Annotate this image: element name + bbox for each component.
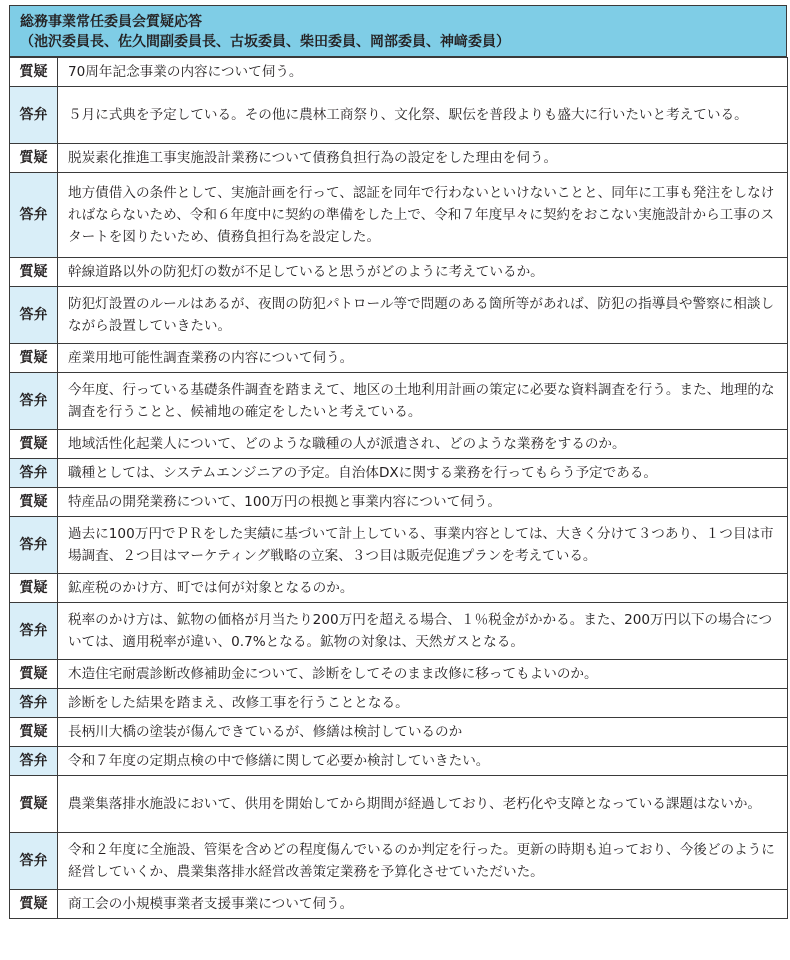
question-row — [10, 776, 788, 833]
question-label: 質疑 — [10, 890, 58, 919]
qa-document — [9, 5, 787, 919]
answer-label: 答弁 — [10, 173, 58, 258]
answer-row — [10, 517, 788, 574]
qa-table — [9, 57, 788, 919]
question-text: 長柄川大橋の塗装が傷んできているが、修繕は検討しているのか — [58, 718, 788, 747]
question-row — [10, 890, 788, 919]
committee-header — [9, 5, 787, 57]
answer-row — [10, 87, 788, 144]
question-label: 質疑 — [10, 144, 58, 173]
answer-label: 答弁 — [10, 833, 58, 890]
question-label: 質疑 — [10, 430, 58, 459]
question-text: 農業集落排水施設において、供用を開始してから期間が経過しており、老朽化や支障となっている課題はないか。 — [58, 776, 788, 833]
question-text: 70周年記念事業の内容について伺う。 — [58, 58, 788, 87]
answer-row — [10, 373, 788, 430]
answer-row — [10, 459, 788, 488]
question-row — [10, 144, 788, 173]
answer-label: 答弁 — [10, 373, 58, 430]
answer-text: 過去に100万円でＰＲをした実績に基づいて計上している、事業内容としては、大きく分けて３つあり、１つ目は市場調査、２つ目はマーケティング戦略の立案、３つ目は販売促進プランを考えている。 — [58, 517, 788, 574]
question-label: 質疑 — [10, 58, 58, 87]
answer-label: 答弁 — [10, 603, 58, 660]
answer-label: 答弁 — [10, 87, 58, 144]
answer-text: 令和２年度に全施設、管渠を含めどの程度傷んでいるのか判定を行った。更新の時期も迫っており、今後どのように経営していくか、農業集落排水経営改善策定業務を予算化させていただいた。 — [58, 833, 788, 890]
question-label: 質疑 — [10, 776, 58, 833]
answer-label: 答弁 — [10, 747, 58, 776]
question-text: 商工会の小規模事業者支援事業について伺う。 — [58, 890, 788, 919]
question-text: 鉱産税のかけ方、町では何が対象となるのか。 — [58, 574, 788, 603]
question-row — [10, 430, 788, 459]
answer-row — [10, 287, 788, 344]
answer-row — [10, 747, 788, 776]
question-text: 特産品の開発業務について、100万円の根拠と事業内容について伺う。 — [58, 488, 788, 517]
answer-label: 答弁 — [10, 517, 58, 574]
question-label: 質疑 — [10, 660, 58, 689]
answer-text: 地方債借入の条件として、実施計画を行って、認証を同年で行わないといけないことと、同年に工事も発注をしなければならないため、令和６年度中に契約の準備をした上で、令和７年度早々に契約をおこない実施設計から工事のスタートを図りたいため、債務負担行為を設定した。 — [58, 173, 788, 258]
answer-row — [10, 603, 788, 660]
answer-text: 防犯灯設置のルールはあるが、夜間の防犯パトロール等で問題のある箇所等があれば、防犯の指導員や警察に相談しながら設置していきたい。 — [58, 287, 788, 344]
question-row — [10, 488, 788, 517]
question-label: 質疑 — [10, 574, 58, 603]
question-text: 幹線道路以外の防犯灯の数が不足していると思うがどのように考えているか。 — [58, 258, 788, 287]
answer-text: 職種としては、システムエンジニアの予定。自治体DXに関する業務を行ってもらう予定である。 — [58, 459, 788, 488]
question-text: 産業用地可能性調査業務の内容について伺う。 — [58, 344, 788, 373]
answer-label: 答弁 — [10, 287, 58, 344]
question-row — [10, 258, 788, 287]
answer-text: ５月に式典を予定している。その他に農林工商祭り、文化祭、駅伝を普段よりも盛大に行いたいと考えている。 — [58, 87, 788, 144]
question-label: 質疑 — [10, 488, 58, 517]
question-row — [10, 344, 788, 373]
answer-label: 答弁 — [10, 689, 58, 718]
question-text: 脱炭素化推進工事実施設計業務について債務負担行為の設定をした理由を伺う。 — [58, 144, 788, 173]
answer-row — [10, 173, 788, 258]
answer-text: 診断をした結果を踏まえ、改修工事を行うこととなる。 — [58, 689, 788, 718]
question-row — [10, 660, 788, 689]
qa-table-body — [10, 58, 788, 919]
question-row — [10, 718, 788, 747]
question-label: 質疑 — [10, 718, 58, 747]
committee-members: （池沢委員長、佐久間副委員長、古坂委員、柴田委員、岡部委員、神﨑委員） — [20, 34, 510, 50]
question-row — [10, 574, 788, 603]
answer-label: 答弁 — [10, 459, 58, 488]
question-label: 質疑 — [10, 258, 58, 287]
answer-text: 令和７年度の定期点検の中で修繕に関して必要か検討していきたい。 — [58, 747, 788, 776]
committee-title: 総務事業常任委員会質疑応答 — [20, 14, 202, 30]
answer-text: 税率のかけ方は、鉱物の価格が月当たり200万円を超える場合、１％税金がかかる。また、200万円以下の場合については、適用税率が違い、0.7%となる。鉱物の対象は、天然ガスとなる。 — [58, 603, 788, 660]
question-label: 質疑 — [10, 344, 58, 373]
question-row — [10, 58, 788, 87]
question-text: 木造住宅耐震診断改修補助金について、診断をしてそのまま改修に移ってもよいのか。 — [58, 660, 788, 689]
answer-row — [10, 689, 788, 718]
question-text: 地域活性化起業人について、どのような職種の人が派遣され、どのような業務をするのか。 — [58, 430, 788, 459]
answer-row — [10, 833, 788, 890]
answer-text: 今年度、行っている基礎条件調査を踏まえて、地区の土地利用計画の策定に必要な資料調査を行う。また、地理的な調査を行うことと、候補地の確定をしたいと考えている。 — [58, 373, 788, 430]
